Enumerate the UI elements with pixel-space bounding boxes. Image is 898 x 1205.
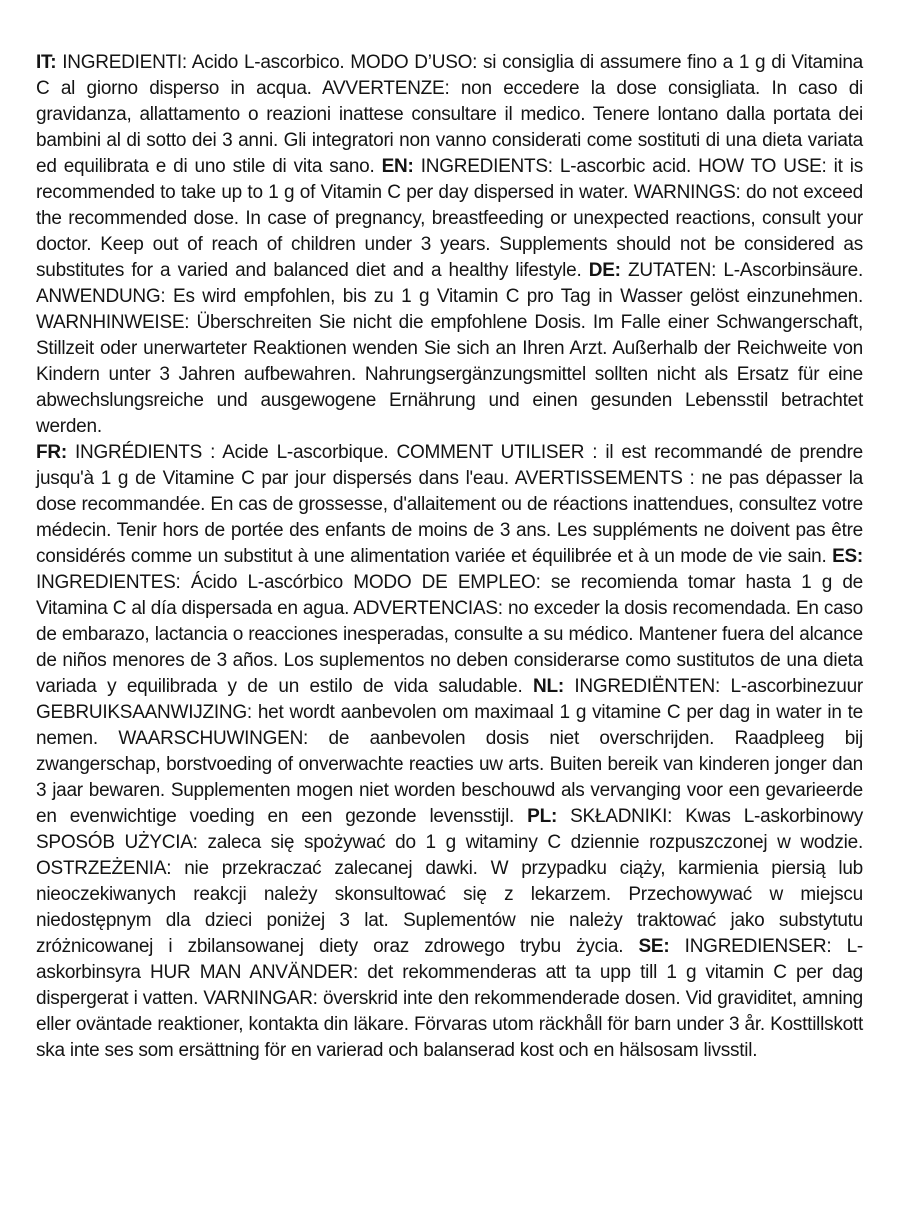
- language-code-label: SE:: [638, 936, 670, 957]
- label-paragraph-1: [36, 50, 863, 440]
- language-code-label: NL:: [533, 676, 564, 697]
- label-text-segment: SKŁADNIKI: Kwas L-askorbinowy SPOSÓB UŻYCIA: zaleca się spożywać do 1 g witaminy C dziennie rozpuszczonej w wodzie. OSTRZEŻENIA: nie przekraczać zalecanej dawki. W przypadku ciąży, karmienia piersią lub nieoczekiwanych reakcji należy skonsultować się z lekarzem. Przechowywać w miejscu niedostępnym dla dzieci poniżej 3 lat. Suplementów nie należy traktować jako substytutu zróżnicowanej i zbilansowanej diety oraz zdrowego trybu życia.: [36, 806, 863, 957]
- label-text-segment: INGREDIENTES: Ácido L-ascórbico MODO DE EMPLEO: se recomienda tomar hasta 1 g de Vitamina C al día dispersada en agua. ADVERTENCIAS: no exceder la dosis recomendada. En caso de embarazo, lactancia o reacciones inesperadas, consulte a su médico. Mantener fuera del alcance de niños menores de 3 años. Los suplementos no deben considerarse como sustitutos de una dieta variada y equilibrada y de un estilo de vida saludable.: [36, 572, 863, 697]
- language-code-label: ES:: [832, 546, 863, 567]
- language-code-label: PL:: [527, 806, 558, 827]
- language-code-label: IT:: [36, 52, 57, 73]
- label-text-segment: INGREDIENTS: L-ascorbic acid. HOW TO USE: it is recommended to take up to 1 g of Vitamin C per day dispersed in water. WARNINGS: do not exceed the recommended dose. In case of pregnancy, breastfeeding or unexpected reactions, consult your doctor. Keep out of reach of children under 3 years. Supplements should not be considered as substitutes for a varied and balanced diet and a healthy lifestyle.: [36, 156, 863, 281]
- label-text-block: [36, 50, 863, 1064]
- label-text-segment: INGRÉDIENTS : Acide L-ascorbique. COMMENT UTILISER : il est recommandé de prendre jusqu'à 1 g de Vitamine C par jour dispersés dans l'eau. AVERTISSEMENTS : ne pas dépasser la dose recommandée. En cas de grossesse, d'allaitement ou de réactions inattendues, consultez votre médecin. Tenir hors de portée des enfants de moins de 3 ans. Les suppléments ne doivent pas être considérés comme un substitut à une alimentation variée et équilibrée et à un mode de vie sain.: [36, 442, 863, 567]
- label-text-segment: INGREDIENTI: Acido L-ascorbico. MODO D’USO: si consiglia di assumere fino a 1 g di Vitamina C al giorno disperso in acqua. AVVERTENZE: non eccedere la dose consigliata. In caso di gravidanza, allattamento o reazioni inattese consultare il medico. Tenere lontano dalla portata dei bambini al di sotto dei 3 anni. Gli integratori non vanno considerati come sostituti di una dieta variata ed equilibrata e di uno stile di vita sano.: [36, 52, 863, 177]
- label-paragraph-2: [36, 440, 863, 1064]
- label-text-segment: INGREDIËNTEN: L-ascorbinezuur GEBRUIKSAANWIJZING: het wordt aanbevolen om maximaal 1 g vitamine C per dag in water in te nemen. WAARSCHUWINGEN: de aanbevolen dosis niet overschrijden. Raadpleeg bij zwangerschap, borstvoeding of onverwachte reacties uw arts. Buiten bereik van kinderen jonger dan 3 jaar bewaren. Supplementen mogen niet worden beschouwd als vervanging voor een gevarieerde en evenwichtige voeding en een gezonde levensstijl.: [36, 676, 863, 827]
- language-code-label: EN:: [381, 156, 414, 177]
- label-text-segment: ZUTATEN: L-Ascorbinsäure. ANWENDUNG: Es wird empfohlen, bis zu 1 g Vitamin C pro Tag in Wasser gelöst einzunehmen. WARNHINWEISE: Überschreiten Sie nicht die empfohlene Dosis. Im Falle einer Schwangerschaft, Stillzeit oder unerwarteter Reaktionen wenden Sie sich an Ihren Arzt. Außerhalb der Reichweite von Kindern unter 3 Jahren aufbewahren. Nahrungsergänzungsmittel sollten nicht als Ersatz für eine abwechslungsreiche und ausgewogene Ernährung und einen gesunden Lebensstil betrachtet werden.: [36, 260, 863, 437]
- label-text-segment: INGREDIENSER: L-askorbinsyra HUR MAN ANVÄNDER: det rekommenderas att ta upp till 1 g vitamin C per dag dispergerat i vatten. VARNINGAR: överskrid inte den rekommenderade dosen. Vid graviditet, amning eller oväntade reaktioner, kontakta din läkare. Förvaras utom räckhåll för barn under 3 år. Kosttillskott ska inte ses som ersättning för en varierad och balanserad kost och en hälsosam livsstil.: [36, 936, 863, 1061]
- language-code-label: FR:: [36, 442, 67, 463]
- language-code-label: DE:: [588, 260, 621, 281]
